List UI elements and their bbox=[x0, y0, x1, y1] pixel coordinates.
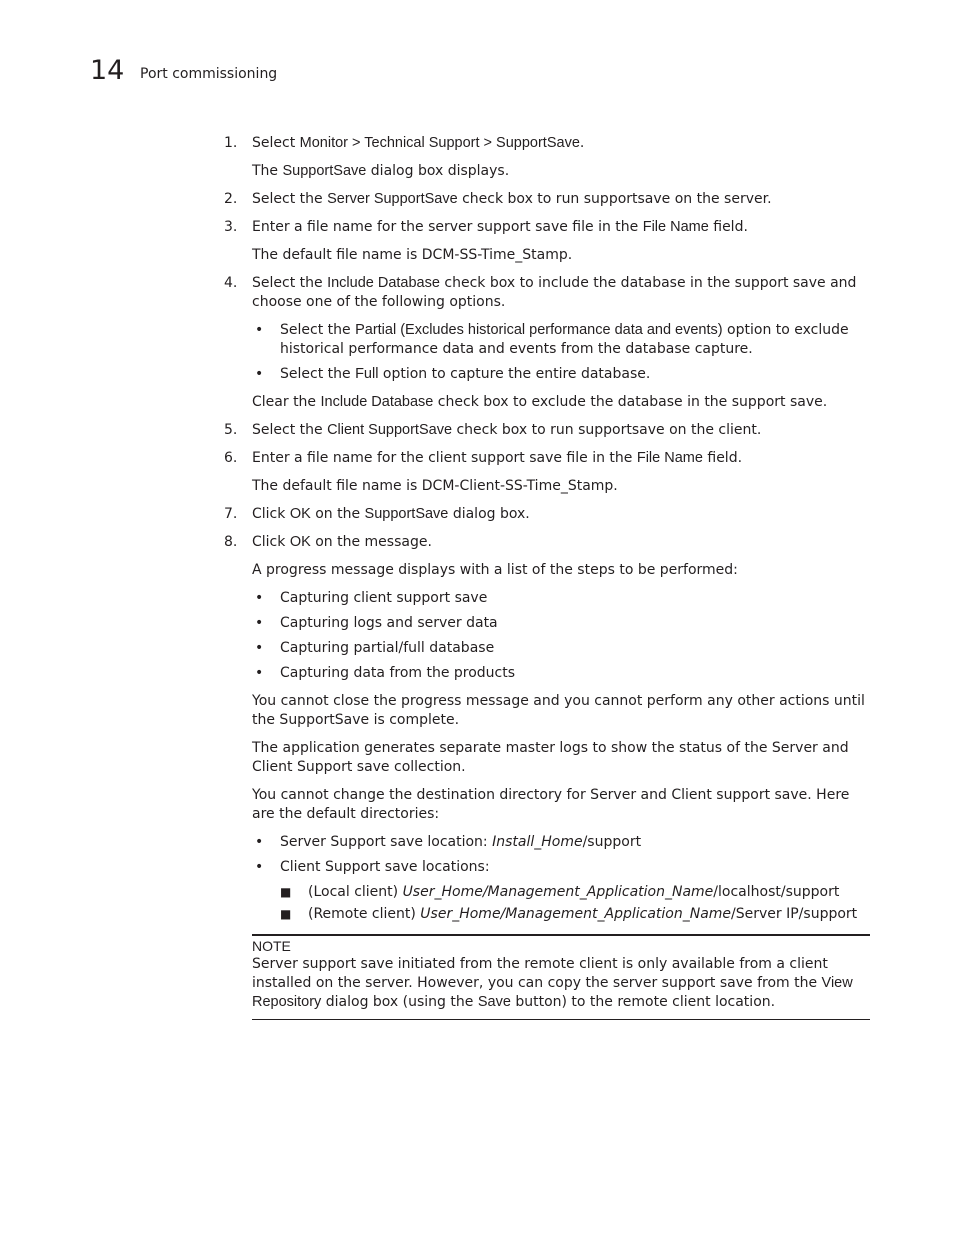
bullet-icon: • bbox=[255, 665, 264, 681]
remote-client-location: ■ (Remote client) User_Home/Management_Application_Name/Server IP/support bbox=[280, 906, 858, 922]
server-location: • Server Support save location: Install_Home/support bbox=[255, 834, 642, 850]
step-3: 3. Enter a file name for the server support save file in the File Name field. bbox=[224, 219, 748, 235]
step-6-default: The default file name is DCM-Client-SS-Time_Stamp. bbox=[252, 478, 618, 494]
option-partial: • Select the Partial (Excludes historical performance data and events) option to exclude historical performance data and events from the database capture. bbox=[255, 322, 849, 357]
menu-path: Monitor > Technical Support > SupportSave bbox=[299, 135, 580, 151]
step-6: 6. Enter a file name for the client support save file in the File Name field. bbox=[224, 450, 743, 466]
bullet-icon: • bbox=[255, 834, 264, 850]
bullet-icon: • bbox=[255, 859, 264, 875]
note-box bbox=[252, 934, 870, 1020]
master-logs-info: The application generates separate master logs to show the status of the Server and Client Support save collection. bbox=[252, 740, 849, 775]
bullet-icon: • bbox=[255, 590, 264, 606]
directories-info: You cannot change the destination directory for Server and Client support save. Here are the default directories: bbox=[252, 787, 850, 822]
bullet-icon: • bbox=[255, 322, 264, 338]
step-5: 5. Select the Client SupportSave check box to run supportsave on the client. bbox=[224, 422, 762, 438]
square-bullet-icon: ■ bbox=[280, 907, 292, 921]
progress-step: • Capturing logs and server data bbox=[255, 615, 498, 631]
close-warning: You cannot close the progress message and you cannot perform any other actions until the SupportSave is complete. bbox=[252, 693, 865, 728]
bullet-icon: • bbox=[255, 640, 264, 656]
step-number: 1. bbox=[224, 135, 238, 151]
client-locations: • Client Support save locations: bbox=[255, 859, 490, 875]
progress-step: • Capturing data from the products bbox=[255, 665, 516, 681]
local-client-location: ■ (Local client) User_Home/Management_Application_Name/localhost/support bbox=[280, 884, 840, 900]
step-4: 4. Select the Include Database check box to include the database in the support save and choose one of the following options. bbox=[224, 275, 857, 310]
bullet-icon: • bbox=[255, 615, 264, 631]
step-8: 8. Click OK on the message. bbox=[224, 534, 432, 550]
note-text: Server support save initiated from the remote client is only available from a client installed on the server. However, you can copy the server support save from the View Repository dialog box (using the Save button) to the remote client location. bbox=[252, 956, 853, 1010]
step-2: 2. Select the Server SupportSave check box to run supportsave on the server. bbox=[224, 191, 772, 207]
procedure-content bbox=[224, 134, 870, 1020]
step-1-result: The SupportSave dialog box displays. bbox=[252, 163, 510, 179]
bullet-icon: • bbox=[255, 366, 264, 382]
note-heading: NOTE bbox=[252, 938, 291, 954]
chapter-number: 14 bbox=[90, 55, 125, 86]
step-7: 7. Click OK on the SupportSave dialog box. bbox=[224, 506, 530, 522]
progress-step: • Capturing client support save bbox=[255, 590, 488, 606]
chapter-title: Port commissioning bbox=[140, 66, 278, 82]
step-1: 1. Select Monitor > Technical Support > SupportSave. bbox=[224, 135, 585, 151]
step-3-default: The default file name is DCM-SS-Time_Stamp. bbox=[252, 247, 573, 263]
step-4-clear: Clear the Include Database check box to exclude the database in the support save. bbox=[252, 394, 828, 410]
step-8-progress: A progress message displays with a list of the steps to be performed: bbox=[252, 562, 738, 578]
progress-step: • Capturing partial/full database bbox=[255, 640, 495, 656]
square-bullet-icon: ■ bbox=[280, 885, 292, 899]
option-full: • Select the Full option to capture the entire database. bbox=[255, 366, 651, 382]
